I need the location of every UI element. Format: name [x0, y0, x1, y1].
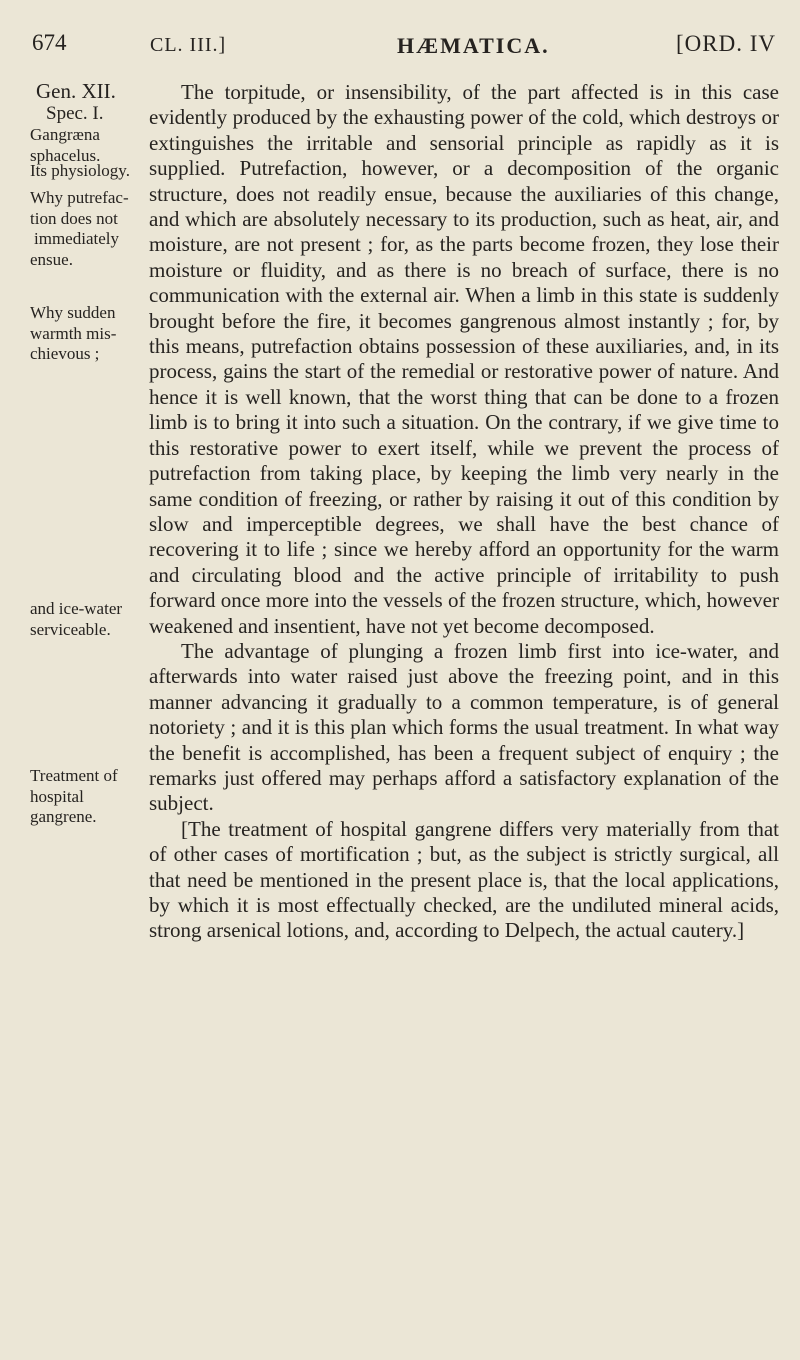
- marginal-note-physiology: Its physiology.: [30, 161, 130, 180]
- species-name-cont: sphacelus.: [30, 145, 101, 165]
- marginal-heading: [30, 80, 142, 166]
- marginal-line: Treatment of: [30, 766, 118, 785]
- marginal-line: and ice-water: [30, 599, 123, 618]
- page-number: 674: [32, 30, 67, 55]
- marginal-line: tion does not: [30, 208, 118, 228]
- marginal-note-putrefaction: [30, 188, 142, 270]
- marginal-note-hospital-gangrene: [30, 766, 142, 828]
- marginal-line: ensue.: [30, 249, 73, 269]
- header-order: [ORD. IV: [676, 31, 776, 56]
- genus-label: Gen. XII.: [36, 79, 116, 103]
- marginal-line: chievous ;: [30, 344, 100, 363]
- paragraph-torpitude: The torpitude, or insensibility, of the part affected is in this case evidently produced by the exhausting power of the cold, which destroys or extinguishes the irritable and sensorial principle as rapidly as it is supplied. Putrefaction, however, or a decomposition of the organic structure, does not readily ensue, because the auxiliaries of this change, and which are absolutely necessary to its production, such as heat, air, and moisture, are not present ; for, as the parts become frozen, they lose their moisture or fluidity, and as there is no breach of surface, there is no communication with the external air. When a limb in this state is suddenly brought before the fire, it becomes gangrenous almost instantly ; for, by this means, putrefaction obtains possession of these auxiliaries, and, in its process, gains the start of the remedial or restorative power of nature. And hence it is well known, that the worst thing that can be done to a frozen limb is to bring it into such a situation. On the contrary, if we give time to this restorative power to exert itself, while we prevent the process of putrefaction from taking place, by keeping the limb very nearly in the same condition of freezing, or rather by raising it out of this condition by slow and imperceptible degrees, we shall have the best chance of recovering it to life ; since we hereby afford an opportunity for the warm and circulating blood and the active principle of irritability to push forward once more into the vessels of the frozen structure, which, however weakened and insentient, have not yet become decomposed.: [149, 80, 779, 638]
- marginal-line: immediately: [34, 229, 119, 248]
- paragraph-hospital-gangrene: [The treatment of hospital gangrene differs very materially from that of other cases of mortification ; but, as the subject is strictly surgical, all that need be mentioned in the present place is, that the local applications, by which it is most effectually checked, are the undiluted mineral acids, strong arsenical lotions, and, according to Delpech, the actual cautery.]: [149, 816, 779, 943]
- marginal-line: hospital: [30, 786, 84, 806]
- running-header: [0, 30, 800, 70]
- marginal-line: Why sudden: [30, 303, 116, 322]
- marginal-line: serviceable.: [30, 619, 111, 639]
- marginal-note-warmth: [30, 303, 142, 365]
- marginal-note-ice-water: [30, 599, 142, 640]
- paragraph-ice-water: The advantage of plunging a frozen limb first into ice-water, and afterwards into water raised just above the freezing point, and in this manner advancing it gradually to a common temperature, is of general notoriety ; and it is this plan which forms the usual treatment. In what way the benefit is accomplished, has been a frequent subject of enquiry ; the remarks just offered may perhaps afford a satisfactory explanation of the subject.: [149, 638, 779, 816]
- header-class: CL. III.]: [150, 34, 227, 56]
- marginal-line: Why putrefac-: [30, 188, 129, 207]
- marginal-line: warmth mis-: [30, 323, 117, 343]
- header-title: HÆMATICA.: [397, 33, 550, 58]
- body-text: [149, 80, 779, 944]
- species-label: Spec. I.: [46, 103, 104, 124]
- species-name: Gangræna: [30, 125, 100, 144]
- marginal-line: gangrene.: [30, 807, 97, 826]
